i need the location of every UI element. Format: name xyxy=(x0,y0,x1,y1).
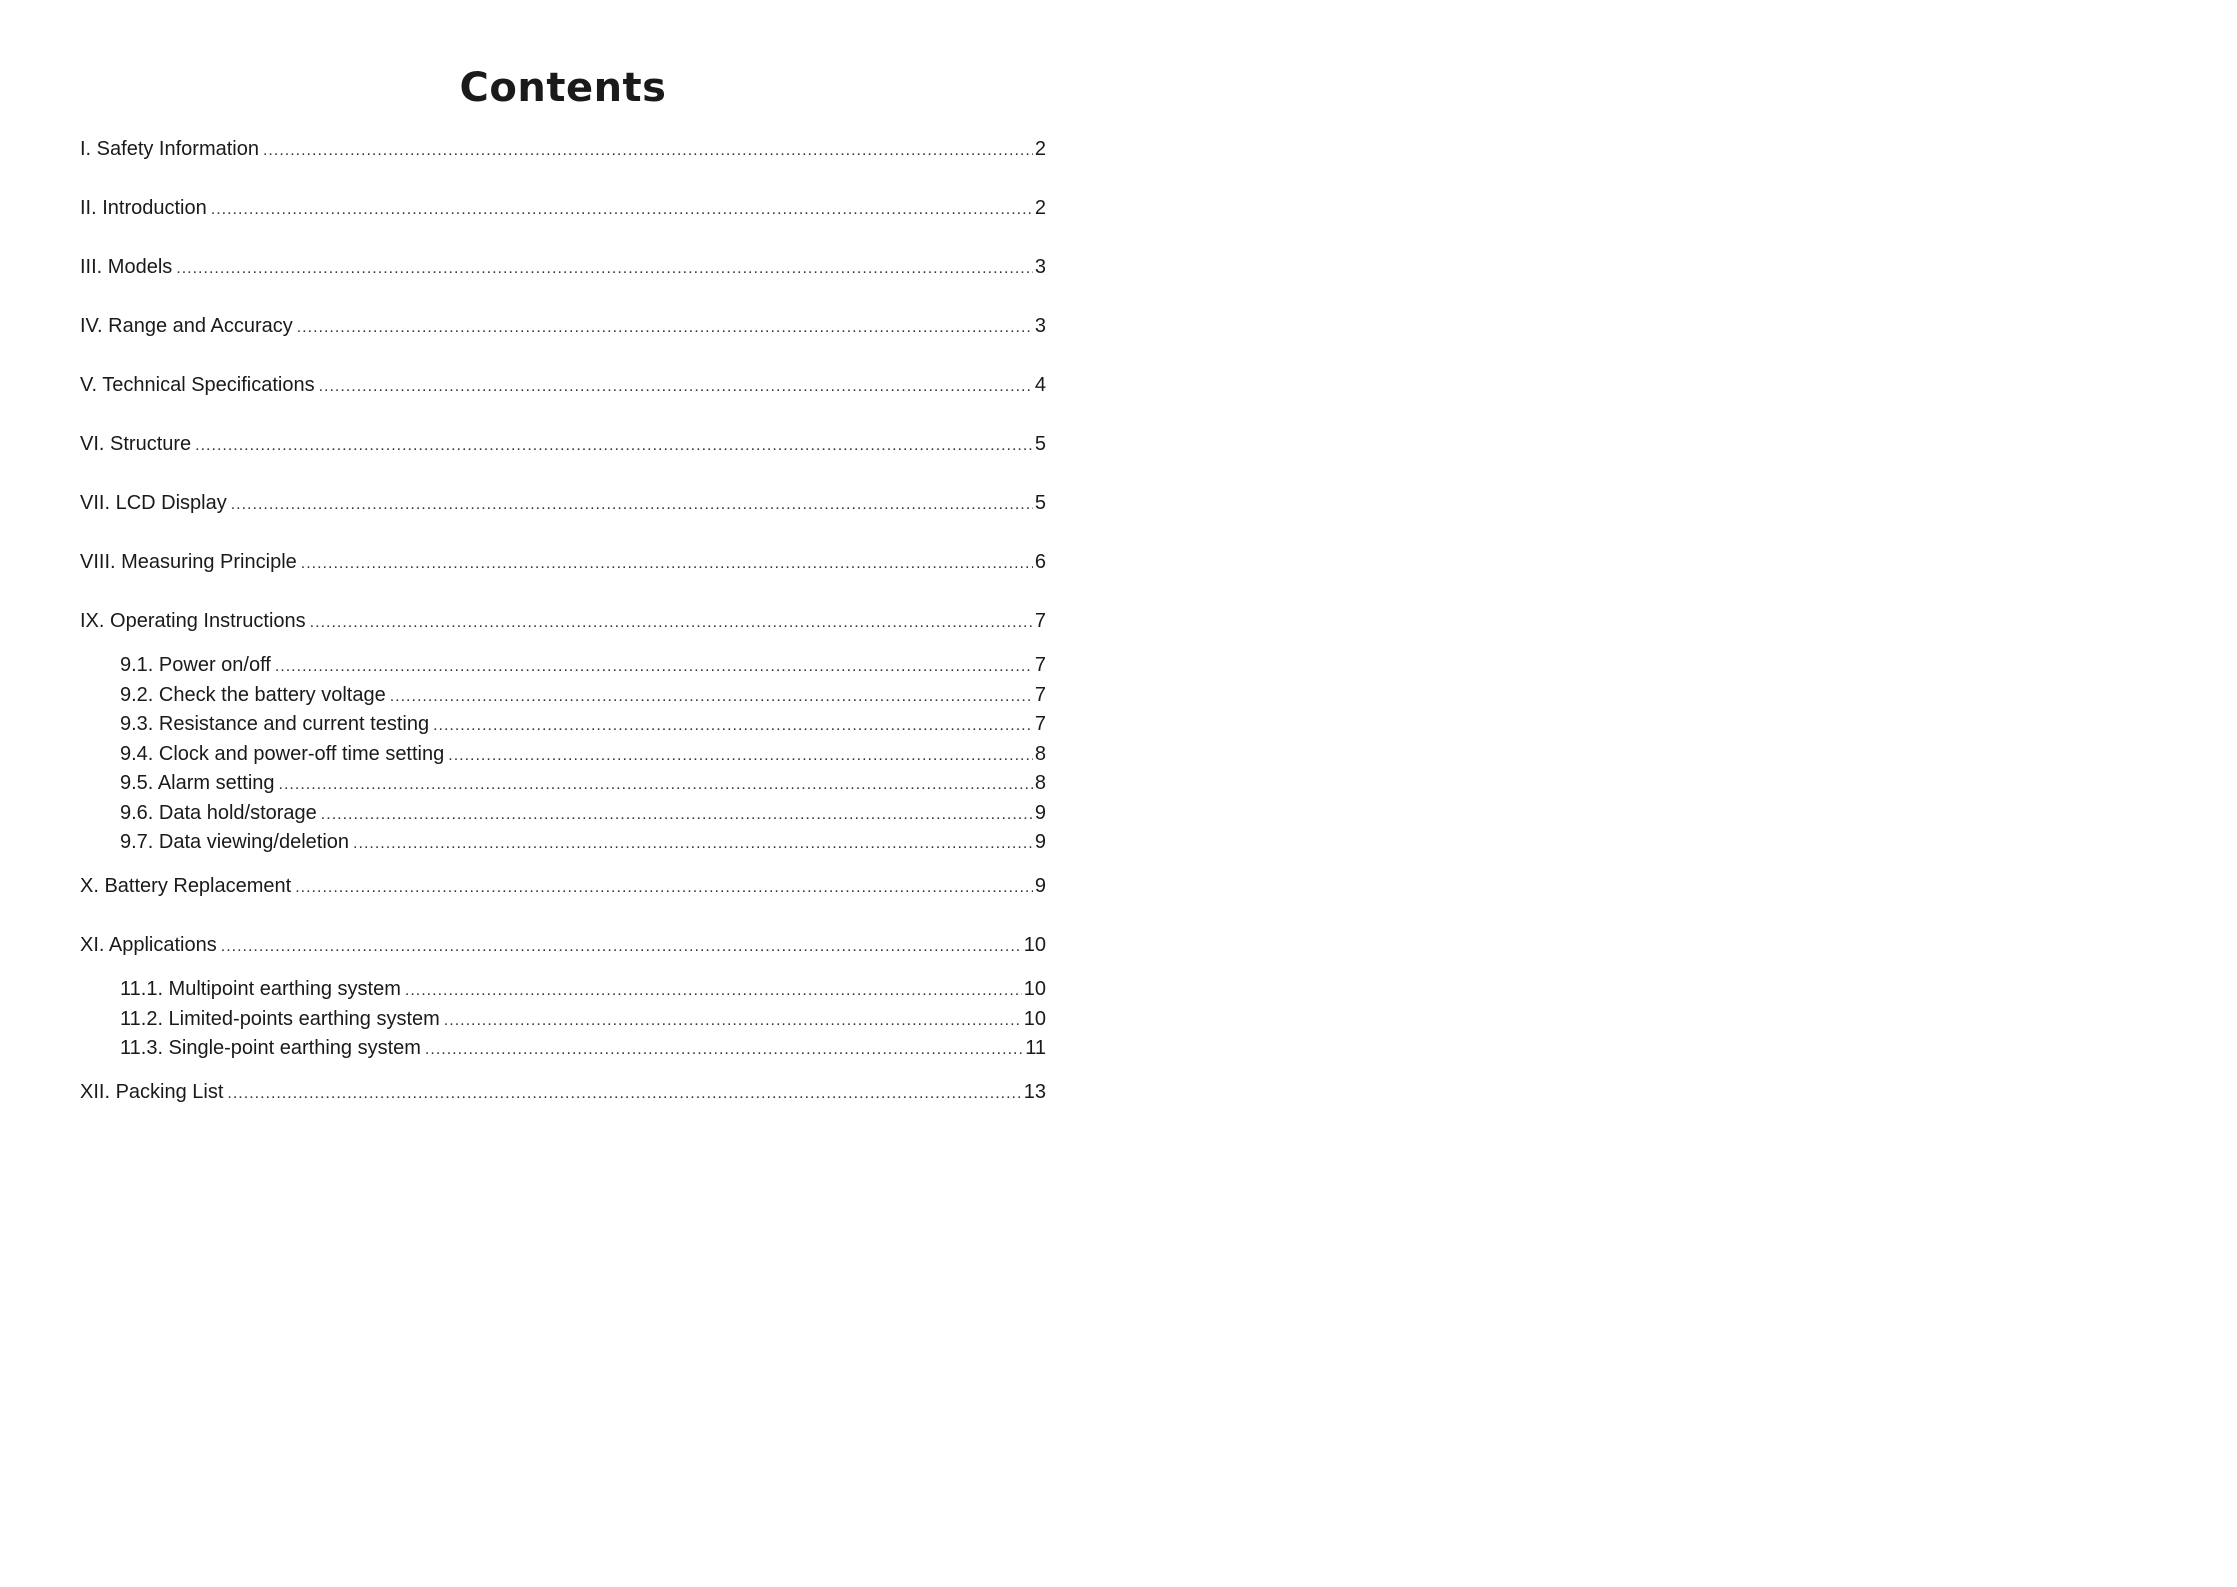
toc-entry[interactable] xyxy=(80,548,1046,576)
toc-entry[interactable] xyxy=(80,828,1046,856)
toc-entry-label[interactable]: 11.3. Single-point earthing system xyxy=(120,1037,421,1059)
toc-entry-label[interactable]: XII. Packing List xyxy=(80,1081,224,1103)
toc-entry[interactable] xyxy=(80,489,1046,517)
toc-entry[interactable] xyxy=(80,312,1046,340)
toc-entry-page-number[interactable]: 5 xyxy=(1034,492,1046,514)
dot-leader xyxy=(279,771,1033,799)
toc-entry-page-number[interactable]: 9 xyxy=(1034,831,1046,853)
toc-entry[interactable] xyxy=(80,1078,1046,1106)
dot-leader xyxy=(231,491,1033,519)
toc-entry-page-number[interactable]: 6 xyxy=(1034,551,1046,573)
dot-leader xyxy=(301,550,1033,578)
toc-entry-page-number[interactable]: 10 xyxy=(1023,1007,1046,1030)
toc-entry-label[interactable]: XI. Applications xyxy=(80,934,217,956)
toc-entry-label[interactable]: I. Safety Information xyxy=(80,138,259,160)
toc-entry[interactable] xyxy=(80,607,1046,635)
toc-entry-label[interactable]: 9.4. Clock and power-off time setting xyxy=(120,742,445,765)
toc-entry-label[interactable]: VI. Structure xyxy=(80,433,192,455)
dot-leader xyxy=(297,314,1033,342)
toc-entry-page-number[interactable]: 8 xyxy=(1034,742,1046,765)
toc-entry-label[interactable]: IV. Range and Accuracy xyxy=(80,315,293,337)
toc-entry-page-number[interactable]: 9 xyxy=(1034,801,1046,824)
toc-entry-page-number[interactable]: 7 xyxy=(1034,610,1046,632)
toc-entry[interactable] xyxy=(80,371,1046,399)
toc-entry-label[interactable]: VIII. Measuring Principle xyxy=(80,551,297,573)
toc-entry[interactable] xyxy=(80,194,1046,222)
dot-leader xyxy=(444,1007,1022,1035)
dot-leader xyxy=(221,933,1022,961)
toc-entry[interactable] xyxy=(80,1005,1046,1033)
dot-leader xyxy=(295,874,1033,902)
toc-entry-label[interactable]: 9.5. Alarm setting xyxy=(120,772,275,794)
toc-entry[interactable] xyxy=(80,740,1046,768)
toc-entry-label[interactable]: 9.3. Resistance and current testing xyxy=(120,713,430,735)
toc-entry-label[interactable]: 9.1. Power on/off xyxy=(120,654,271,676)
toc-entry-label[interactable]: 11.1. Multipoint earthing system xyxy=(120,978,401,1000)
toc-entry-page-number[interactable]: 10 xyxy=(1023,934,1046,956)
dot-leader xyxy=(321,801,1033,829)
toc-entry-label[interactable]: 9.2. Check the battery voltage xyxy=(120,683,386,706)
toc-entry[interactable] xyxy=(80,710,1046,738)
toc-entry-page-number[interactable]: 2 xyxy=(1034,138,1046,160)
toc-entry-page-number[interactable]: 10 xyxy=(1023,978,1046,1000)
dot-leader xyxy=(310,609,1033,637)
dot-leader xyxy=(353,830,1033,858)
toc-entry[interactable] xyxy=(80,1034,1046,1062)
table-of-contents xyxy=(80,55,1046,1137)
toc-entry[interactable] xyxy=(80,799,1046,827)
toc-entry-page-number[interactable]: 2 xyxy=(1034,197,1046,219)
toc-entry-page-number[interactable]: 8 xyxy=(1034,772,1046,794)
toc-entry[interactable] xyxy=(80,135,1046,163)
toc-entry-label[interactable]: 9.7. Data viewing/deletion xyxy=(120,831,350,853)
toc-entry-label[interactable]: 11.2. Limited-points earthing system xyxy=(120,1007,440,1030)
toc-entry[interactable] xyxy=(80,430,1046,458)
toc-entry-label[interactable]: II. Introduction xyxy=(80,197,207,219)
dot-leader xyxy=(390,683,1033,711)
toc-entry-label[interactable]: IX. Operating Instructions xyxy=(80,610,306,632)
dot-leader xyxy=(275,653,1033,681)
toc-entry[interactable] xyxy=(80,872,1046,900)
toc-entry-label[interactable]: X. Battery Replacement xyxy=(80,875,292,897)
toc-entry[interactable] xyxy=(80,769,1046,797)
dot-leader xyxy=(211,196,1033,224)
toc-entry-label[interactable]: III. Models xyxy=(80,256,173,278)
toc-entry-label[interactable]: V. Technical Specifications xyxy=(80,374,315,396)
toc-entry-page-number[interactable]: 3 xyxy=(1034,256,1046,278)
toc-entry-label[interactable]: VII. LCD Display xyxy=(80,492,227,514)
toc-entry[interactable] xyxy=(80,975,1046,1003)
contents-title: Contents xyxy=(459,65,667,111)
dot-leader xyxy=(227,1080,1021,1108)
toc-entry-page-number[interactable]: 9 xyxy=(1034,875,1046,897)
toc-entry-list xyxy=(80,135,1046,1106)
dot-leader xyxy=(263,137,1033,165)
toc-entry-label[interactable]: 9.6. Data hold/storage xyxy=(120,801,317,824)
toc-entry[interactable] xyxy=(80,931,1046,959)
toc-entry-page-number[interactable]: 4 xyxy=(1034,374,1046,396)
dot-leader xyxy=(425,1036,1023,1064)
dot-leader xyxy=(195,432,1033,460)
dot-leader xyxy=(405,977,1022,1005)
toc-entry-page-number[interactable]: 5 xyxy=(1034,433,1046,455)
toc-entry-page-number[interactable]: 3 xyxy=(1034,315,1046,337)
dot-leader xyxy=(319,373,1033,401)
dot-leader xyxy=(176,255,1033,283)
toc-entry[interactable] xyxy=(80,253,1046,281)
toc-entry-page-number[interactable]: 7 xyxy=(1034,713,1046,735)
toc-entry-page-number[interactable]: 7 xyxy=(1034,654,1046,676)
dot-leader xyxy=(433,712,1033,740)
toc-entry-page-number[interactable]: 11 xyxy=(1025,1037,1046,1059)
dot-leader xyxy=(448,742,1033,770)
toc-entry-page-number[interactable]: 13 xyxy=(1023,1081,1046,1103)
toc-entry[interactable] xyxy=(80,651,1046,679)
toc-entry[interactable] xyxy=(80,681,1046,709)
toc-entry-page-number[interactable]: 7 xyxy=(1034,683,1046,706)
